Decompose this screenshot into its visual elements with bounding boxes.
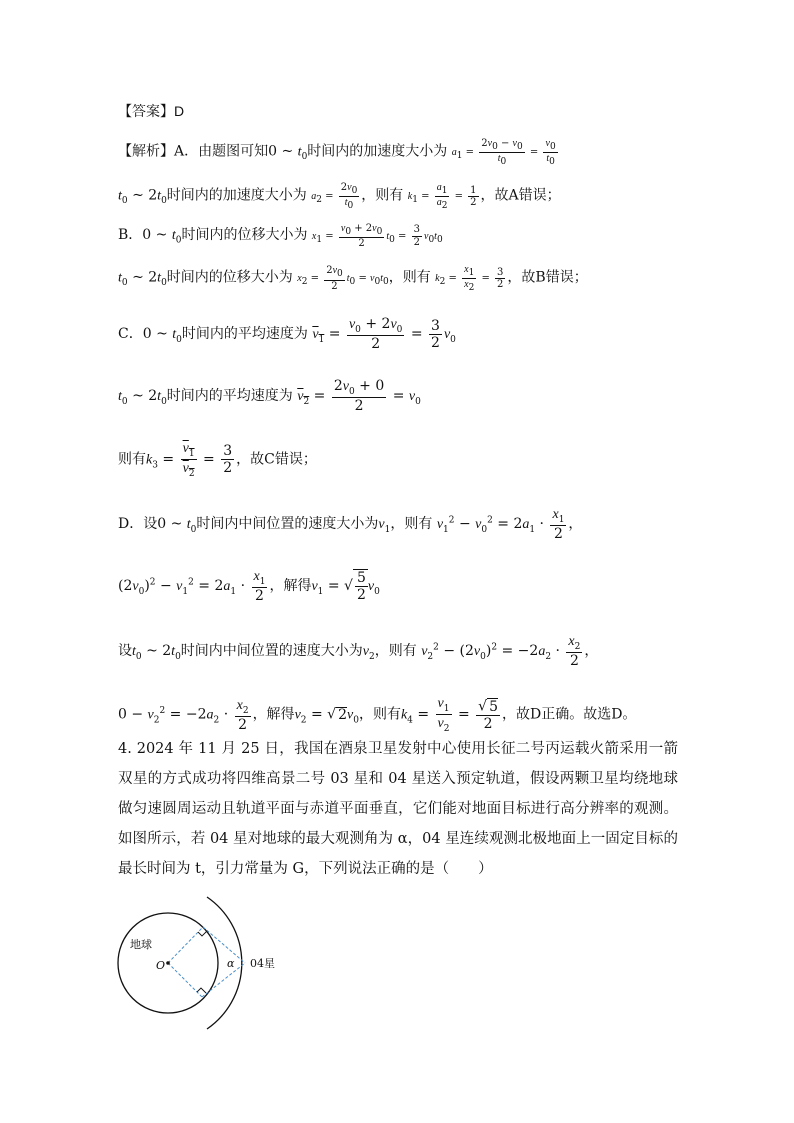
analysis-a-line1: 【解析】A．由题图可知0 ~ $t_0$时间内的加速度大小为 $a_1$ = $\frac{2v_0 - v_0}{t_0}$ = $\frac{v_0}{t_0}$ bbox=[118, 138, 556, 168]
question-4-text: 4. 2024 年 11 月 25 日，我国在酒泉卫星发射中心使用长征二号丙运载火箭采用一箭双星的方式成功将四维高景二号 03 星和 04 星送入预定轨道，假设两颗卫星均绕地球做匀速圆周运动且轨道平面与赤道平面垂直，它们能对地面目标进行高分辨率的观测。如图所示，若 04 星对地球的最大观测角为 α，04 星连续观测北极地面上一固定目标的最长时间为 t，引力常量为 G，下列说法正确的是（ ） bbox=[118, 741, 678, 877]
satellite-label: 04星 bbox=[250, 957, 275, 970]
analysis-d-line3: 设$t_0$ ~ $2t_0$时间内中间位置的速度大小为$v_2$，则有 $v_2^2 - (2v_0)^2 = -2a_2$ · $\frac{x_2}{2}$ ， bbox=[118, 634, 599, 670]
analysis-label: 【解析】 bbox=[118, 143, 174, 160]
earth-label: 地球 bbox=[130, 938, 152, 951]
right-angle-lower bbox=[197, 988, 206, 993]
analysis-c-line1: C．0 ~ $t_0$时间内的平均速度为 $v_1$ = $\frac{v_0 + 2v_0}{2}$ = $\frac{3}{2}$ $v_0$ bbox=[118, 316, 456, 353]
analysis-a-line2: $t_0$ ~ $2t_0$时间内的加速度大小为 $a_2$ = $\frac{2v_0}{t_0}$ ，则有 $k_1$ = $\frac{a_1}{a_2}$ = $\frac{1}{2}$ ，故A错误； bbox=[118, 182, 561, 212]
analysis-c-line3: 则有$k_3$ = $\frac{v_1}{v_2}$ = $\frac{3}{2}$ ，故C错误； bbox=[118, 441, 317, 479]
analysis-d-line2: $(2v_0)^2 - v_1^2 = 2a_1$ · $\frac{x_1}{2}$ ，解得$v_1$ = √ $\frac{5}{2}$ $v_0$ bbox=[118, 569, 380, 605]
answer-line bbox=[118, 104, 184, 119]
orbit-arc bbox=[207, 897, 242, 1029]
analysis-b-line2: $t_0$ ~ $2t_0$时间内的位移大小为 $x_2$ = $\frac{2v_0}{2}$ $t_0 = v_0t_0$，则有 $k_2$ = $\frac{x_1}{x_2}$ = $\frac{3}{2}$ ，故B错误； bbox=[118, 264, 588, 294]
tangent-upper bbox=[203, 927, 245, 963]
radius-lower bbox=[168, 963, 202, 997]
answer-label: 【答案】 bbox=[118, 104, 174, 120]
analysis-d-line4: $0 - v_2^2 = -2a_2$ · $\frac{x_2}{2}$ ，解得$v_2$ = √ $2v_0$，则有$k_4$ = $\frac{v_1}{v_2}$ = $\frac{√ 5}{2}$ ，故D正确。故选D。 bbox=[118, 696, 637, 734]
answer-value: D bbox=[174, 103, 185, 119]
right-angle-upper bbox=[198, 931, 207, 936]
angle-label: α bbox=[227, 957, 235, 970]
analysis-d-line1: D．设0 ~ $t_0$时间内中间位置的速度大小为$v_1$，则有 $v_1^2 - v_0^2 = 2a_1$ · $\frac{x_1}{2}$ ， bbox=[118, 507, 583, 543]
analysis-b-line1: B．0 ~ $t_0$时间内的位移大小为 $x_1$ = $\frac{v_0 + 2v_0}{2}$ $t_0$ = $\frac{3}{2}$ $v_0t_0$ bbox=[118, 223, 443, 250]
center-dot bbox=[166, 961, 170, 965]
earth-orbit-figure bbox=[110, 890, 310, 1030]
center-label: O bbox=[156, 959, 166, 972]
radius-upper bbox=[168, 927, 203, 963]
analysis-c-line2: $t_0$ ~ $2t_0$时间内的平均速度为 $v_2$ = $\frac{2v_0 + 0}{2}$ = $v_0$ bbox=[118, 378, 421, 415]
